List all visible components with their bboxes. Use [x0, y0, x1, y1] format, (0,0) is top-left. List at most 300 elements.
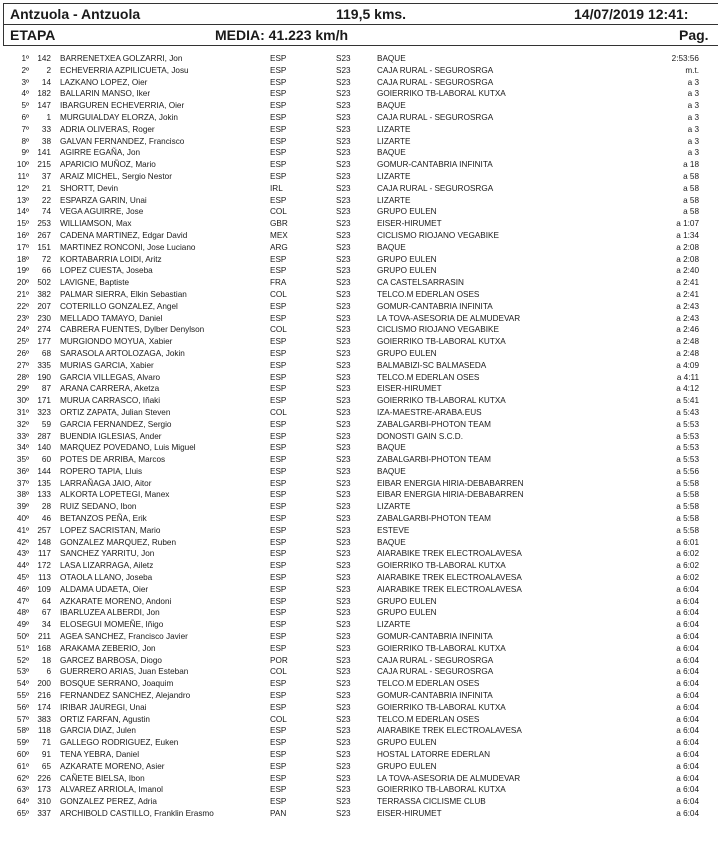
rider-name: OTAOLA LLANO, Joseba: [60, 573, 153, 583]
position: 29º: [16, 384, 29, 394]
rider-name: ALDAMA UDAETA, Oier: [60, 584, 149, 594]
nationality: FRA: [270, 278, 287, 288]
team-name: LA TOVA-ASESORIA DE ALMUDEVAR: [377, 313, 521, 323]
bib-number: 67: [41, 608, 51, 618]
position: 63º: [16, 785, 29, 795]
nationality: ESP: [270, 643, 287, 653]
nationality: ESP: [270, 502, 287, 512]
nationality: ESP: [270, 561, 287, 571]
bib-number: 91: [41, 750, 51, 760]
category: S23: [336, 160, 351, 170]
bib-number: 135: [37, 478, 51, 488]
bib-number: 144: [37, 466, 51, 476]
nationality: ESP: [270, 124, 287, 134]
result-row: [0, 77, 718, 89]
time-gap: a 6:01: [676, 537, 699, 547]
nationality: ESP: [270, 384, 287, 394]
position: 16º: [16, 230, 29, 240]
nationality: COL: [270, 714, 287, 724]
rider-name: ADRIA OLIVERAS, Roger: [60, 124, 155, 134]
team-name: GRUPO EULEN: [377, 738, 437, 748]
nationality: ESP: [270, 726, 287, 736]
rider-name: ARCHIBOLD CASTILLO, Franklin Erasmo: [60, 809, 214, 818]
nationality: ESP: [270, 396, 287, 406]
position: 23º: [16, 313, 29, 323]
team-name: EISER-HIRUMET: [377, 219, 442, 229]
result-row: [0, 289, 718, 301]
team-name: TELCO.M EDERLAN OSES: [377, 679, 480, 689]
position: 49º: [16, 620, 29, 630]
bib-number: 66: [41, 266, 51, 276]
nationality: ESP: [270, 360, 287, 370]
nationality: ESP: [270, 549, 287, 559]
rider-name: MELLADO TAMAYO, Daniel: [60, 313, 163, 323]
bib-number: 502: [37, 278, 51, 288]
result-row: [0, 395, 718, 407]
rider-name: IBARLUZEA ALBERDI, Jon: [60, 608, 160, 618]
rider-name: SARASOLA ARTOLOZAGA, Jokin: [60, 348, 185, 358]
result-row: [0, 548, 718, 560]
result-row: [0, 159, 718, 171]
team-name: LIZARTE: [377, 195, 411, 205]
position: 18º: [16, 254, 29, 264]
team-name: CAJA RURAL - SEGUROSRGA: [377, 65, 494, 75]
rider-name: KORTABARRIA LOIDI, Aritz: [60, 254, 162, 264]
category: S23: [336, 738, 351, 748]
team-name: LIZARTE: [377, 171, 411, 181]
nationality: ESP: [270, 337, 287, 347]
result-row: [0, 619, 718, 631]
position: 50º: [16, 632, 29, 642]
team-name: GRUPO EULEN: [377, 207, 437, 217]
time-gap: a 3: [687, 77, 699, 87]
nationality: ESP: [270, 65, 287, 75]
team-name: GOMUR-CANTABRIA INFINITA: [377, 160, 493, 170]
category: S23: [336, 761, 351, 771]
nationality: ESP: [270, 136, 287, 146]
nationality: ESP: [270, 160, 287, 170]
team-name: BAQUE: [377, 101, 406, 111]
time-gap: a 5:53: [676, 431, 699, 441]
result-row: [0, 749, 718, 761]
nationality: COL: [270, 289, 287, 299]
time-gap: a 2:41: [676, 278, 699, 288]
bib-number: 172: [37, 561, 51, 571]
header-row-2: [4, 24, 718, 45]
rider-name: BUENDIA IGLESIAS, Ander: [60, 431, 162, 441]
category: S23: [336, 124, 351, 134]
category: S23: [336, 785, 351, 795]
rider-name: IBARGUREN ECHEVERRIA, Oier: [60, 101, 185, 111]
rider-name: MARTINEZ RONCONI, Jose Luciano: [60, 242, 196, 252]
time-gap: 2:53:56: [671, 54, 699, 63]
result-row: [0, 666, 718, 678]
team-name: EISER-HIRUMET: [377, 809, 442, 818]
time-gap: a 5:56: [676, 466, 699, 476]
position: 14º: [16, 207, 29, 217]
nationality: IRL: [270, 183, 283, 193]
bib-number: 257: [37, 525, 51, 535]
time-gap: a 58: [683, 195, 699, 205]
rider-name: ALVAREZ ARRIOLA, Imanol: [60, 785, 163, 795]
result-row: [0, 372, 718, 384]
position: 62º: [16, 773, 29, 783]
bib-number: 133: [37, 490, 51, 500]
position: 65º: [16, 809, 29, 818]
result-row: [0, 513, 718, 525]
time-gap: a 2:08: [676, 242, 699, 252]
team-name: AIARABIKE TREK ELECTROALAVESA: [377, 726, 522, 736]
position: 36º: [16, 466, 29, 476]
category: S23: [336, 714, 351, 724]
result-row: [0, 147, 718, 159]
position: 38º: [16, 490, 29, 500]
rider-name: ROPERO TAPIA, Lluis: [60, 466, 143, 476]
bib-number: 21: [41, 183, 51, 193]
time-gap: a 18: [683, 160, 699, 170]
result-row: [0, 607, 718, 619]
rider-name: CADENA MARTINEZ, Edgar David: [60, 230, 188, 240]
nationality: ESP: [270, 785, 287, 795]
time-gap: a 5:53: [676, 419, 699, 429]
team-name: CAJA RURAL - SEGUROSRGA: [377, 183, 494, 193]
bib-number: 335: [37, 360, 51, 370]
bib-number: 2: [46, 65, 51, 75]
team-name: BAQUE: [377, 54, 406, 63]
position: 55º: [16, 691, 29, 701]
category: S23: [336, 325, 351, 335]
bib-number: 117: [37, 549, 51, 559]
category: S23: [336, 171, 351, 181]
position: 45º: [16, 573, 29, 583]
team-name: BAQUE: [377, 242, 406, 252]
rider-name: FERNANDEZ SANCHEZ, Alejandro: [60, 691, 191, 701]
rider-name: ORTIZ FARFAN, Agustin: [60, 714, 150, 724]
team-name: ZABALGARBI-PHOTON TEAM: [377, 455, 491, 465]
position: 21º: [16, 289, 29, 299]
time-gap: a 6:02: [676, 573, 699, 583]
position: 35º: [16, 455, 29, 465]
nationality: ESP: [270, 443, 287, 453]
category: S23: [336, 407, 351, 417]
category: S23: [336, 254, 351, 264]
bib-number: 177: [37, 337, 51, 347]
category: S23: [336, 65, 351, 75]
bib-number: 46: [41, 514, 51, 524]
bib-number: 22: [41, 195, 51, 205]
time-gap: a 2:48: [676, 337, 699, 347]
result-row: [0, 324, 718, 336]
category: S23: [336, 360, 351, 370]
result-row: [0, 572, 718, 584]
time-gap: a 3: [687, 89, 699, 99]
result-row: [0, 761, 718, 773]
team-name: LIZARTE: [377, 124, 411, 134]
category: S23: [336, 289, 351, 299]
team-name: BAQUE: [377, 537, 406, 547]
category: S23: [336, 148, 351, 158]
time-gap: a 6:04: [676, 608, 699, 618]
time-gap: a 6:04: [676, 655, 699, 665]
nationality: ESP: [270, 679, 287, 689]
rider-name: LAVIGNE, Baptiste: [60, 278, 130, 288]
bib-number: 65: [41, 761, 51, 771]
result-row: [0, 525, 718, 537]
position: 42º: [16, 537, 29, 547]
category: S23: [336, 348, 351, 358]
position: 13º: [16, 195, 29, 205]
result-row: [0, 596, 718, 608]
bib-number: 71: [41, 738, 51, 748]
nationality: GBR: [270, 219, 288, 229]
nationality: COL: [270, 407, 287, 417]
bib-number: 34: [41, 620, 51, 630]
position: 33º: [16, 431, 29, 441]
bib-number: 310: [37, 797, 51, 807]
nationality: ESP: [270, 89, 287, 99]
rider-name: ORTIZ ZAPATA, Julian Steven: [60, 407, 171, 417]
rider-name: MURGUIALDAY ELORZA, Jokin: [60, 112, 178, 122]
category: S23: [336, 620, 351, 630]
position: 19º: [16, 266, 29, 276]
position: 51º: [16, 643, 29, 653]
average-speed: MEDIA: 41.223 km/h: [215, 27, 349, 43]
rider-name: ARAIZ MICHEL, Sergio Nestor: [60, 171, 172, 181]
header-row-1: [4, 4, 718, 24]
category: S23: [336, 466, 351, 476]
position: 11º: [17, 171, 29, 181]
time-gap: a 6:04: [676, 738, 699, 748]
time-gap: a 6:04: [676, 726, 699, 736]
time-gap: a 3: [687, 101, 699, 111]
time-gap: a 3: [687, 112, 699, 122]
category: S23: [336, 384, 351, 394]
result-row: [0, 631, 718, 643]
time-gap: a 6:04: [676, 750, 699, 760]
position: 64º: [16, 797, 29, 807]
position: 2º: [21, 65, 29, 75]
time-gap: a 6:04: [676, 596, 699, 606]
category: S23: [336, 431, 351, 441]
position: 8º: [21, 136, 29, 146]
team-name: GOIERRIKO TB-LABORAL KUTXA: [377, 396, 506, 406]
category: S23: [336, 207, 351, 217]
team-name: AIARABIKE TREK ELECTROALAVESA: [377, 584, 522, 594]
position: 7º: [21, 124, 29, 134]
time-gap: a 5:58: [676, 525, 699, 535]
bib-number: 215: [37, 160, 51, 170]
nationality: ESP: [270, 761, 287, 771]
bib-number: 267: [37, 230, 51, 240]
nationality: ESP: [270, 431, 287, 441]
bib-number: 64: [41, 596, 51, 606]
rider-name: LARRAÑAGA JAIO, Aitor: [60, 478, 152, 488]
category: S23: [336, 301, 351, 311]
bib-number: 382: [37, 289, 51, 299]
position: 41º: [16, 525, 29, 535]
team-name: ESTEVE: [377, 525, 410, 535]
team-name: IZA-MAESTRE-ARABA.EUS: [377, 407, 482, 417]
time-gap: a 5:58: [676, 514, 699, 524]
bib-number: 38: [41, 136, 51, 146]
category: S23: [336, 443, 351, 453]
nationality: ESP: [270, 537, 287, 547]
result-row: [0, 277, 718, 289]
result-row: [0, 383, 718, 395]
rider-name: APARICIO MUÑOZ, Mario: [60, 160, 156, 170]
result-row: [0, 466, 718, 478]
result-row: [0, 501, 718, 513]
nationality: COL: [270, 667, 287, 677]
team-name: CA CASTELSARRASIN: [377, 278, 464, 288]
bib-number: 230: [37, 313, 51, 323]
bib-number: 182: [37, 89, 51, 99]
position: 52º: [16, 655, 29, 665]
category: S23: [336, 230, 351, 240]
nationality: ESP: [270, 466, 287, 476]
bib-number: 59: [41, 419, 51, 429]
time-gap: a 2:43: [676, 313, 699, 323]
result-row: [0, 100, 718, 112]
team-name: GOIERRIKO TB-LABORAL KUTXA: [377, 561, 506, 571]
result-row: [0, 690, 718, 702]
time-gap: a 58: [683, 183, 699, 193]
position: 30º: [16, 396, 29, 406]
time-gap: a 6:02: [676, 549, 699, 559]
result-row: [0, 112, 718, 124]
team-name: BAQUE: [377, 443, 406, 453]
rider-name: ESPARZA GARIN, Unai: [60, 195, 147, 205]
position: 6º: [21, 112, 29, 122]
bib-number: 37: [41, 171, 51, 181]
category: S23: [336, 561, 351, 571]
result-row: [0, 218, 718, 230]
result-row: [0, 195, 718, 207]
bib-number: 200: [37, 679, 51, 689]
category: S23: [336, 112, 351, 122]
bib-number: 147: [37, 101, 51, 111]
rider-name: SHORTT, Devin: [60, 183, 119, 193]
time-gap: a 4:11: [676, 372, 699, 382]
rider-name: BETANZOS PEÑA, Erik: [60, 514, 147, 524]
result-row: [0, 313, 718, 325]
bib-number: 216: [37, 691, 51, 701]
stage-title: Antzuola - Antzuola: [10, 6, 141, 22]
category: S23: [336, 502, 351, 512]
bib-number: 140: [37, 443, 51, 453]
position: 39º: [16, 502, 29, 512]
rider-name: AZKARATE MORENO, Asier: [60, 761, 165, 771]
team-name: TELCO.M EDERLAN OSES: [377, 289, 480, 299]
team-name: GRUPO EULEN: [377, 608, 437, 618]
rider-name: ARAKAMA ZEBERIO, Jon: [60, 643, 156, 653]
nationality: ESP: [270, 702, 287, 712]
result-row: [0, 714, 718, 726]
team-name: EISER-HIRUMET: [377, 384, 442, 394]
nationality: ESP: [270, 584, 287, 594]
result-row: [0, 678, 718, 690]
team-name: CICLISMO RIOJANO VEGABIKE: [377, 325, 499, 335]
category: S23: [336, 525, 351, 535]
team-name: CAJA RURAL - SEGUROSRGA: [377, 655, 494, 665]
team-name: EIBAR ENERGIA HIRIA-DEBABARREN: [377, 490, 524, 500]
category: S23: [336, 337, 351, 347]
team-name: TELCO.M EDERLAN OSES: [377, 714, 480, 724]
nationality: ESP: [270, 478, 287, 488]
rider-name: MURUA CARRASCO, Iñaki: [60, 396, 161, 406]
time-gap: a 5:53: [676, 443, 699, 453]
result-row: [0, 136, 718, 148]
result-row: [0, 784, 718, 796]
nationality: MEX: [270, 230, 288, 240]
bib-number: 383: [37, 714, 51, 724]
bib-number: 74: [41, 207, 51, 217]
nationality: ESP: [270, 372, 287, 382]
bib-number: 113: [37, 573, 51, 583]
time-gap: a 2:43: [676, 301, 699, 311]
rider-name: ELOSEGUI MOMEÑE, Iñigo: [60, 620, 164, 630]
category: S23: [336, 478, 351, 488]
team-name: CAJA RURAL - SEGUROSRGA: [377, 77, 494, 87]
category: S23: [336, 278, 351, 288]
time-gap: a 6:04: [676, 620, 699, 630]
nationality: ESP: [270, 514, 287, 524]
team-name: LIZARTE: [377, 136, 411, 146]
bib-number: 171: [37, 396, 51, 406]
category: S23: [336, 195, 351, 205]
bib-number: 68: [41, 348, 51, 358]
category: S23: [336, 608, 351, 618]
bib-number: 33: [41, 124, 51, 134]
team-name: GOIERRIKO TB-LABORAL KUTXA: [377, 643, 506, 653]
team-name: GRUPO EULEN: [377, 348, 437, 358]
bib-number: 1: [46, 112, 51, 122]
bib-number: 14: [41, 77, 51, 87]
position: 44º: [16, 561, 29, 571]
page-label: Pag.: [679, 27, 709, 43]
bib-number: 207: [37, 301, 51, 311]
nationality: ARG: [270, 242, 288, 252]
team-name: EIBAR ENERGIA HIRIA-DEBABARREN: [377, 478, 524, 488]
time-gap: a 6:04: [676, 691, 699, 701]
nationality: ESP: [270, 632, 287, 642]
bib-number: 211: [37, 632, 51, 642]
bib-number: 287: [37, 431, 51, 441]
rider-name: BARRENETXEA GOLZARRI, Jon: [60, 54, 183, 63]
nationality: ESP: [270, 348, 287, 358]
position: 25º: [16, 337, 29, 347]
position: 9º: [21, 148, 29, 158]
position: 60º: [16, 750, 29, 760]
rider-name: CAÑETE BIELSA, Ibon: [60, 773, 145, 783]
nationality: COL: [270, 207, 287, 217]
team-name: GRUPO EULEN: [377, 761, 437, 771]
rider-name: GARCEZ BARBOSA, Diogo: [60, 655, 162, 665]
category: S23: [336, 455, 351, 465]
category: S23: [336, 490, 351, 500]
time-gap: a 5:41: [676, 396, 699, 406]
bib-number: 337: [37, 809, 51, 818]
position: 48º: [16, 608, 29, 618]
category: S23: [336, 773, 351, 783]
category: S23: [336, 77, 351, 87]
rider-name: WILLIAMSON, Max: [60, 219, 132, 229]
team-name: DONOSTI GAIN S.C.D.: [377, 431, 463, 441]
time-gap: a 4:12: [676, 384, 699, 394]
time-gap: a 6:04: [676, 785, 699, 795]
rider-name: LOPEZ CUESTA, Joseba: [60, 266, 153, 276]
nationality: ESP: [270, 750, 287, 760]
